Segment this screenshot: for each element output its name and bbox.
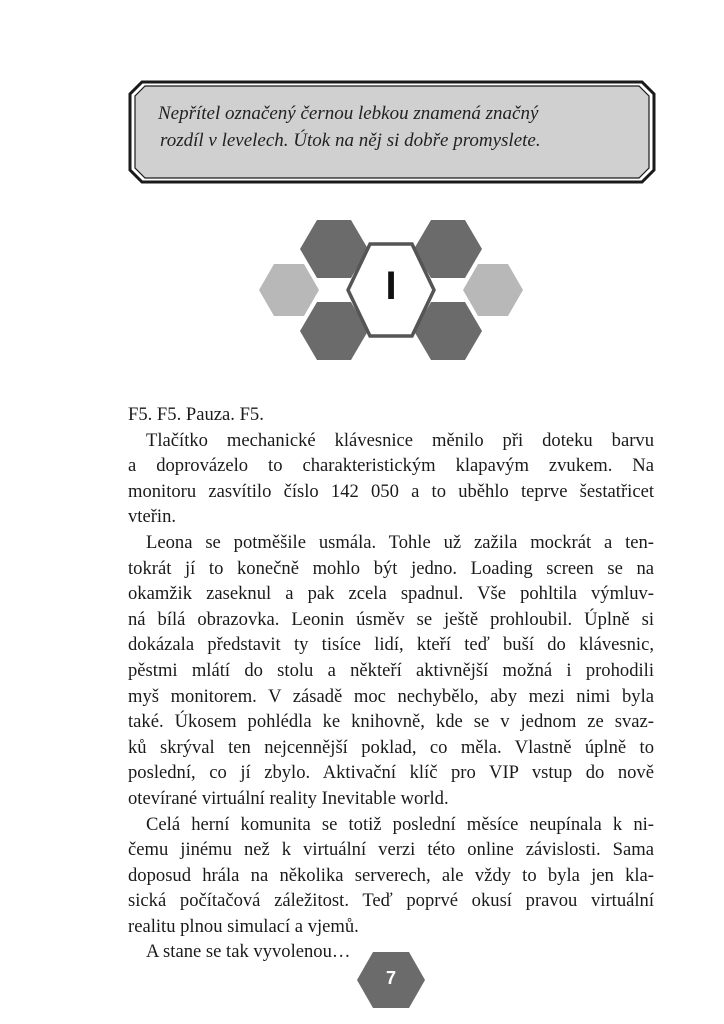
body-line: ná bílá obrazovka. Leonin úsměv se ještě prohloubil. Úplně si bbox=[128, 608, 654, 630]
body-line: pěstmi mlátí do stolu a někteří aktivnější možná i prohodili bbox=[128, 659, 654, 681]
body-line: Tlačítko mechanické klávesnice měnilo při doteku barvu bbox=[146, 429, 654, 451]
body-line: F5. F5. Pauza. F5. bbox=[128, 404, 264, 425]
page-number: 7 bbox=[385, 968, 396, 988]
body-line: sická počítačová záležitost. Teď poprvé okusí pravou virtuální bbox=[128, 890, 654, 912]
tip-banner bbox=[128, 80, 656, 184]
body-line: Celá herní komunita se totiž poslední měsíce neupínala k ni- bbox=[146, 813, 654, 835]
body-line: dokázala představit ty tisíce lidí, kteří teď buší do klávesnic, bbox=[128, 634, 654, 656]
body-line: okamžik zaseknul a pak zcela spadnul. Vše pohltila výmluv- bbox=[128, 583, 654, 605]
chapter-body bbox=[128, 402, 654, 965]
body-line: čemu jinému než k virtuální verzi této online závislosti. Sama bbox=[128, 839, 654, 861]
body-line: ků skrýval ten nejcennější poklad, co měla. Vlastně úplně to bbox=[128, 736, 654, 758]
body-line: otevírané virtuální reality Inevitable world. bbox=[128, 787, 449, 809]
page-number-badge bbox=[354, 950, 428, 1010]
banner-line: Nepřítel označený černou lebkou znamená značný bbox=[158, 103, 539, 124]
banner-text bbox=[158, 100, 628, 154]
body-line: A stane se tak vyvolenou… bbox=[146, 941, 351, 963]
body-line: poslední, co jí zbylo. Aktivační klíč pro VIP vstup do nově bbox=[128, 762, 654, 784]
chapter-numeral: I bbox=[385, 264, 397, 308]
body-line: také. Úkosem pohlédla ke knihovně, kde se v jednom ze svaz- bbox=[128, 711, 654, 733]
body-line: monitoru zasvítilo číslo 142 050 a to uběhlo teprve šestatřicet bbox=[128, 480, 654, 502]
body-line: Leona se potměšile usmála. Tohle už zažila mockrát a ten- bbox=[146, 531, 654, 553]
banner-line: rozdíl v levelech. Útok na něj si dobře promyslete. bbox=[160, 130, 541, 151]
chapter-emblem bbox=[256, 214, 526, 366]
body-line: vteřin. bbox=[128, 506, 177, 528]
body-line: a doprovázelo to charakteristickým klapavým zvukem. Na bbox=[128, 455, 654, 477]
body-line: myš monitorem. V zásadě moc nechybělo, aby mezi nimi byla bbox=[128, 685, 654, 707]
body-line: realitu plnou simulací a vjemů. bbox=[128, 915, 359, 937]
body-line: tokrát jí to konečně mohlo být jedno. Loading screen se na bbox=[128, 557, 654, 579]
body-line: doposud hrála na několika serverech, ale vždy to byla jen kla- bbox=[128, 864, 654, 886]
